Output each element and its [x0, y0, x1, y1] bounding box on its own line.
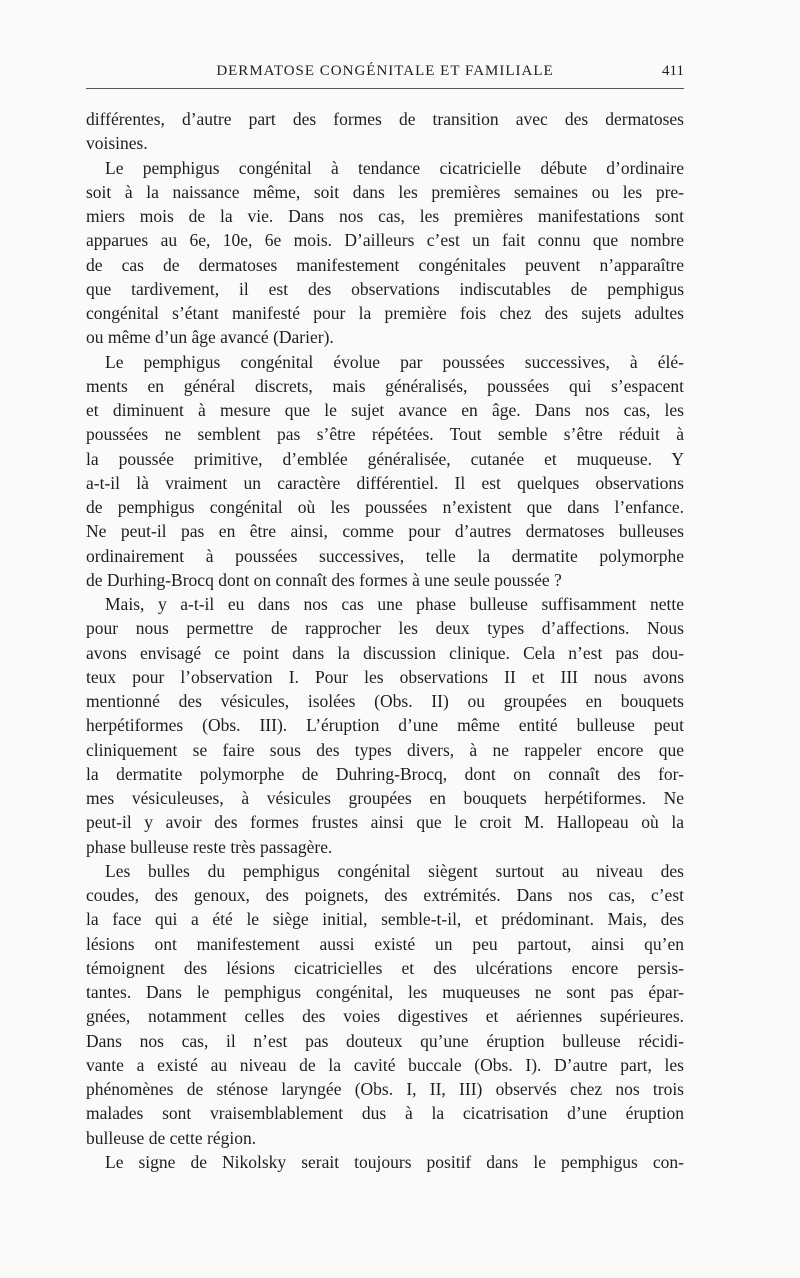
- text-line: herpétiformes (Obs. III). L’éruption d’une même entité bulleuse peut: [86, 715, 684, 736]
- text-line: la face qui a été le siège initial, semble-t-il, et prédominant. Mais, des: [86, 909, 684, 930]
- text-line: teux pour l’observation I. Pour les observations II et III nous avons: [86, 666, 684, 687]
- text-line: la poussée primitive, d’emblée généralisée, cutanée et muqueuse. Y: [86, 448, 684, 469]
- text-line: voisines.: [86, 133, 148, 154]
- text-line: témoignent des lésions cicatricielles et des ulcérations encore persis-: [86, 957, 684, 978]
- text-line: pour nous permettre de rapprocher les deux types d’affections. Nous: [86, 618, 684, 639]
- text-line: de Durhing-Brocq dont on connaît des formes à une seule poussée ?: [86, 569, 562, 590]
- text-line: congénital s’étant manifesté pour la première fois chez des sujets adultes: [86, 303, 684, 323]
- page-number: 411: [662, 63, 684, 79]
- text-line: avons envisagé ce point dans la discussion clinique. Cela n’est pas dou-: [86, 642, 684, 663]
- text-line: bulleuse de cette région.: [86, 1127, 257, 1148]
- text-line: différentes, d’autre part des formes de transition avec des dermatoses: [86, 109, 684, 129]
- text-line: Dans nos cas, il n’est pas douteux qu’une éruption bulleuse récidi-: [86, 1030, 684, 1051]
- text-line: peut-il y avoir des formes frustes ainsi que le croit M. Hallopeau où la: [86, 812, 684, 833]
- text-line: Le pemphigus congénital évolue par poussées successives, à élé-: [105, 351, 684, 372]
- body-text: [86, 107, 684, 1174]
- text-line: que tardivement, il est des observations indiscutables de pemphigus: [86, 278, 684, 299]
- text-line: de pemphigus congénital où les poussées n’existent que dans l’enfance.: [86, 497, 684, 517]
- text-line: phénomènes de sténose laryngée (Obs. I, II, III) observés chez nos trois: [86, 1079, 684, 1099]
- running-title: DERMATOSE CONGÉNITALE ET FAMILIALE: [216, 63, 554, 79]
- text-line: phase bulleuse reste très passagère.: [86, 836, 333, 857]
- text-line: miers mois de la vie. Dans nos cas, les premières manifestations sont: [86, 206, 684, 226]
- text-line: malades sont vraisemblablement dus à la cicatrisation d’une éruption: [86, 1103, 684, 1124]
- text-line: Le pemphigus congénital à tendance cicatricielle débute d’ordinaire: [105, 157, 684, 178]
- text-line: coudes, des genoux, des poignets, des extrémités. Dans nos cas, c’est: [86, 885, 684, 905]
- text-line: et diminuent à mesure que le sujet avance en âge. Dans nos cas, les: [86, 400, 684, 420]
- text-line: lésions ont manifestement aussi existé un peu partout, ainsi qu’en: [86, 933, 684, 954]
- text-line: vante a existé au niveau de la cavité buccale (Obs. I). D’autre part, les: [86, 1054, 684, 1075]
- text-line: mes vésiculeuses, à vésicules groupées en bouquets herpétiformes. Ne: [86, 788, 684, 808]
- text-line: soit à la naissance même, soit dans les premières semaines ou les pre-: [86, 181, 684, 202]
- text-line: tantes. Dans le pemphigus congénital, les muqueuses ne sont pas épar-: [86, 982, 684, 1002]
- text-line: mentionné des vésicules, isolées (Obs. II) ou groupées en bouquets: [86, 691, 684, 711]
- text-line: cliniquement se faire sous des types divers, à ne rappeler encore que: [86, 739, 684, 760]
- text-line: la dermatite polymorphe de Duhring-Brocq, dont on connaît des for-: [86, 763, 684, 784]
- text-line: ments en général discrets, mais généralisés, poussées qui s’espacent: [86, 375, 684, 396]
- text-line: poussées ne semblent pas s’être répétées. Tout semble s’être réduit à: [86, 424, 684, 445]
- running-head: [86, 60, 684, 89]
- text-line: Le signe de Nikolsky serait toujours positif dans le pemphigus con-: [105, 1151, 684, 1172]
- text-line: de cas de dermatoses manifestement congénitales peuvent n’apparaître: [86, 254, 684, 275]
- text-line: Ne peut-il pas en être ainsi, comme pour d’autres dermatoses bulleuses: [86, 521, 684, 542]
- text-line: apparues au 6e, 10e, 6e mois. D’ailleurs c’est un fait connu que nombre: [86, 230, 684, 251]
- text-line: Les bulles du pemphigus congénital siègent surtout au niveau des: [105, 860, 684, 881]
- text-line: a-t-il là vraiment un caractère différentiel. Il est quelques observations: [86, 472, 684, 493]
- text-line: ordinairement à poussées successives, telle la dermatite polymorphe: [86, 545, 684, 566]
- text-line: gnées, notamment celles des voies digestives et aériennes supérieures.: [86, 1006, 684, 1027]
- text-line: Mais, y a-t-il eu dans nos cas une phase bulleuse suffisamment nette: [105, 594, 684, 614]
- text-line: ou même d’un âge avancé (Darier).: [86, 327, 334, 348]
